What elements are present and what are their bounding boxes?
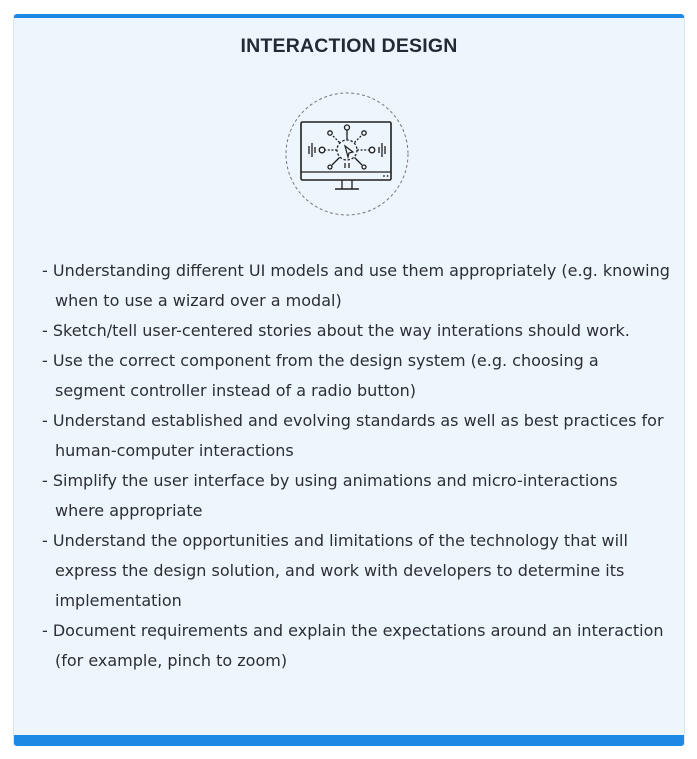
list-item: - Understanding different UI models and use them appropriately (e.g. knowing when to use a wizard over a modal) (42, 261, 670, 310)
card-title: INTERACTION DESIGN (240, 35, 458, 57)
monitor-interaction-icon (285, 92, 409, 216)
list-item: - Understand the opportunities and limitations of the technology that will express the design solution, and work with developers to determine its implementation (42, 531, 628, 610)
list-item: - Sketch/tell user-centered stories about the way interations should work. (42, 321, 630, 340)
list-item: - Use the correct component from the design system (e.g. choosing a segment controller instead of a radio button) (42, 351, 599, 400)
card-bottom-accent-bar (14, 735, 684, 746)
interaction-design-list (40, 256, 670, 676)
interaction-design-card (13, 14, 685, 746)
list-item: - Document requirements and explain the expectations around an interaction (for example, pinch to zoom) (42, 621, 664, 670)
list-item: - Simplify the user interface by using animations and micro-interactions where appropriate (42, 471, 618, 520)
list-item: - Understand established and evolving standards as well as best practices for human-computer interactions (42, 411, 664, 460)
card-top-accent-bar (14, 14, 684, 18)
